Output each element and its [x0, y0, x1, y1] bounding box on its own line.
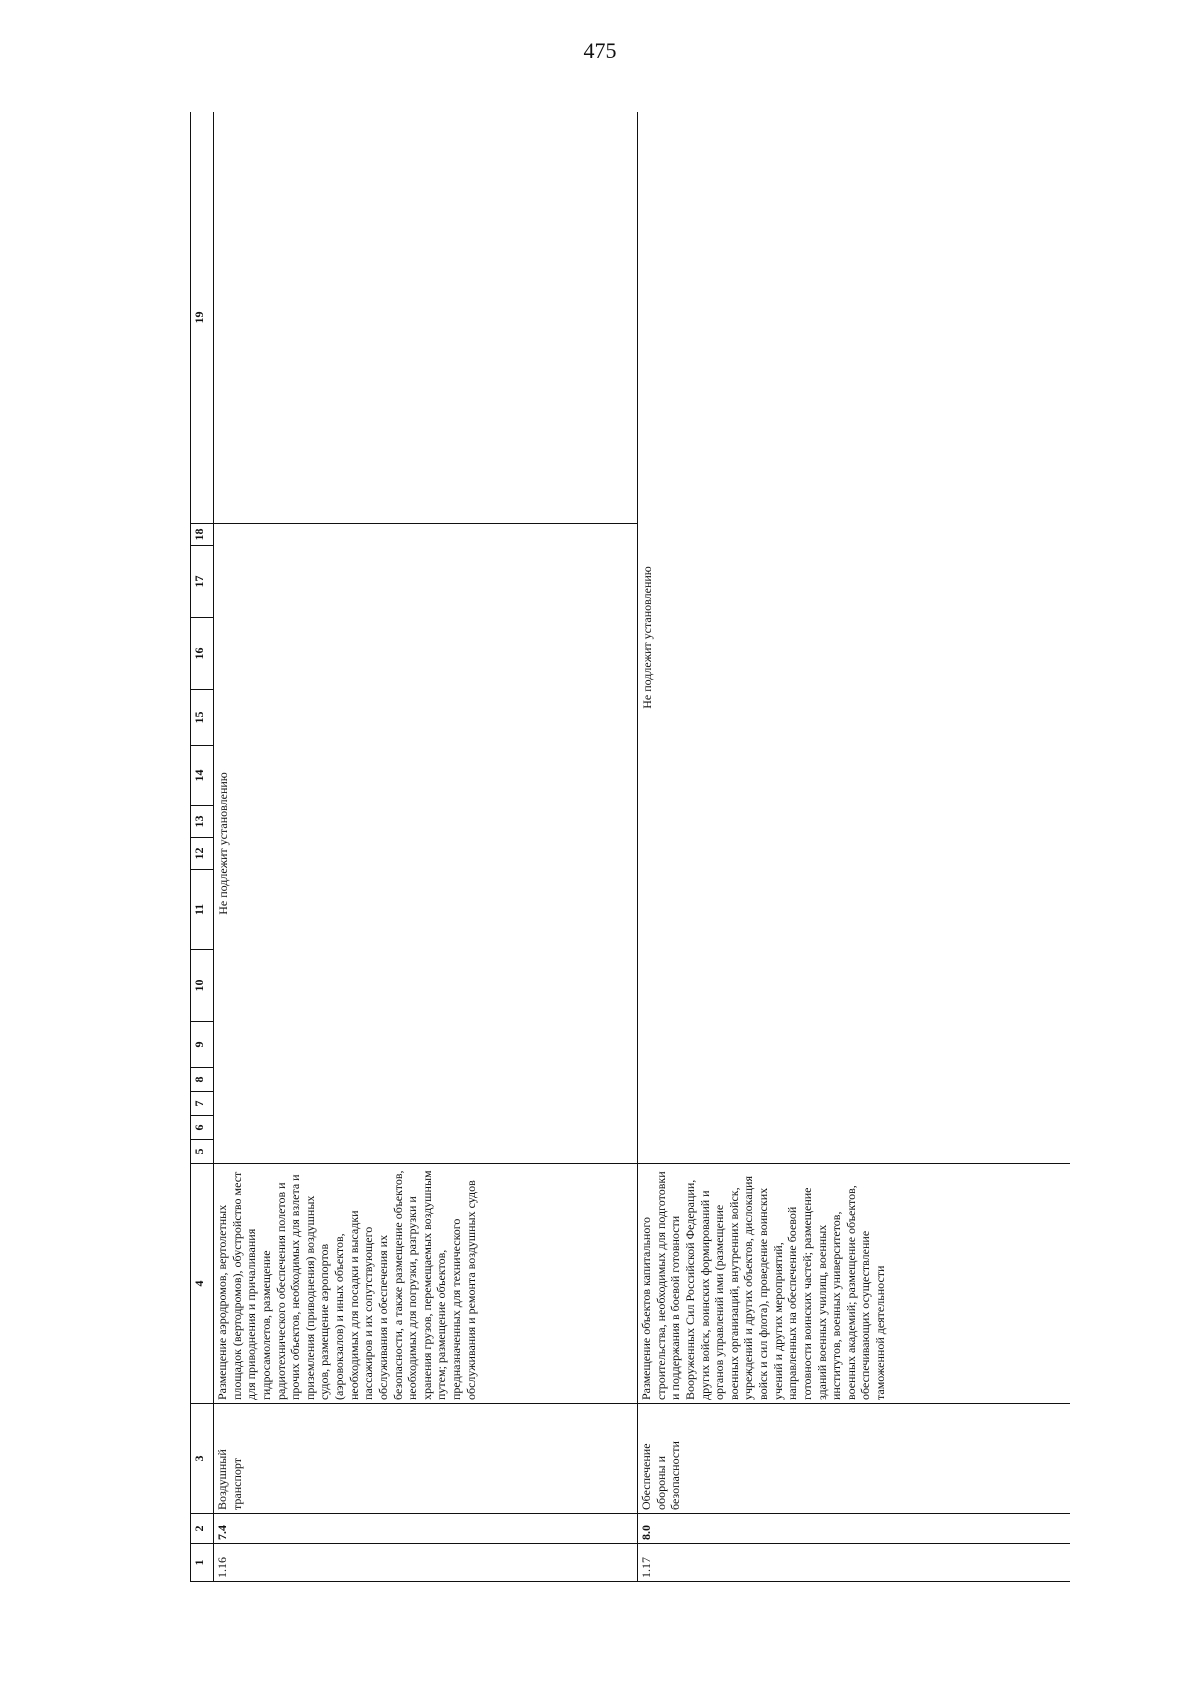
header-cell: 12 [191, 838, 214, 870]
header-cell: 8 [191, 1068, 214, 1092]
header-cell: 6 [191, 1116, 214, 1140]
regulations-table [190, 112, 1070, 1582]
row-description: Размещение аэродромов, вертолетных площадок (вертодромов), обустройство мест для приводнения и причаливания гидросамолетов, размещение радиотехнического обеспечения полетов и прочих объектов, необходимых для взлета и приземления (приводнения) воздушных судов, размещение аэропортов (аэровокзалов) и иных объектов, необходимых для посадки и высадки пассажиров и их сопутствующего обслуживания и обеспечения их безопасности, а также размещение объектов, необходимых для погрузки, разгрузки и хранения грузов, перемещаемых воздушным путем; размещение объектов, предназначенных для технического обслуживания и ремонта воздушных судов [214, 1164, 638, 1404]
table-row [638, 112, 1071, 1582]
header-cell: 11 [191, 870, 214, 950]
header-cell: 7 [191, 1092, 214, 1116]
rotated-table-frame [190, 112, 1070, 1582]
header-cell: 16 [191, 618, 214, 690]
header-row [191, 112, 214, 1582]
header-cell: 17 [191, 546, 214, 618]
row-col19 [214, 112, 638, 524]
table-row [214, 112, 638, 1582]
row-description: Размещение объектов капитального строительства, необходимых для подготовки и поддержания в боевой готовности Вооруженных Сил Российской Федерации, других войск, воинских формирований и органов управлений ими (размещение военных организаций, внутренних войск, учреждений и других объектов, дислокация войск и сил флота), проведение воинских учений и других мероприятий, направленных на обеспечение боевой готовности воинских частей; размещение зданий военных училищ, военных институтов, военных университетов, военных академий; размещение объектов, обеспечивающих осуществление таможенной деятельности [638, 1164, 1071, 1404]
row-number: 1.17 [638, 1544, 1071, 1582]
row-code: 8.0 [638, 1514, 1071, 1544]
header-cell: 9 [191, 1022, 214, 1068]
header-cell: 14 [191, 746, 214, 806]
rotated-table-container [190, 112, 1070, 1582]
header-cell: 13 [191, 806, 214, 838]
header-cell: 15 [191, 690, 214, 746]
row-code: 7.4 [214, 1514, 638, 1544]
header-cell: 5 [191, 1140, 214, 1164]
header-cell: 3 [191, 1404, 214, 1514]
header-cell: 4 [191, 1164, 214, 1404]
row-name: Обеспечение обороны и безопасности [638, 1404, 1071, 1514]
page-number: 475 [583, 38, 617, 63]
header-cell: 10 [191, 950, 214, 1022]
header-cell: 19 [191, 112, 214, 524]
row-name: Воздушный транспорт [214, 1404, 638, 1514]
header-cell: 2 [191, 1514, 214, 1544]
header-cell: 18 [191, 524, 214, 546]
header-cell: 1 [191, 1544, 214, 1582]
merged-parameters-cell: Не подлежит установлению [638, 112, 1071, 1164]
row-number: 1.16 [214, 1544, 638, 1582]
merged-parameters-cell: Не подлежит установлению [214, 524, 638, 1164]
